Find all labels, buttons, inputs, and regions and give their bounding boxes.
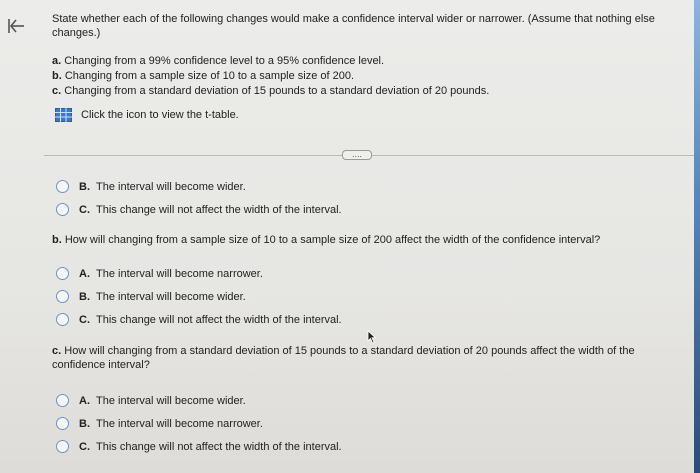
radio-button[interactable]	[56, 440, 69, 453]
part-b: b. Changing from a sample size of 10 to a sample size of 200.	[52, 70, 355, 82]
window-edge	[694, 0, 700, 473]
divider	[44, 155, 700, 156]
radio-button[interactable]	[56, 180, 69, 193]
problem-intro: State whether each of the following changes would make a confidence interval wider or narrower. (Assume that nothing else changes.)	[52, 13, 655, 39]
option-b-A[interactable]: A. The interval will become narrower.	[56, 267, 263, 280]
radio-button[interactable]	[56, 394, 69, 407]
option-a-B[interactable]: B. The interval will become wider.	[56, 180, 246, 193]
radio-button[interactable]	[56, 313, 69, 326]
ttable-link-text[interactable]: Click the icon to view the t-table.	[81, 109, 239, 121]
part-c: c. Changing from a standard deviation of 15 pounds to a standard deviation of 20 pounds.	[52, 85, 490, 97]
option-a-C[interactable]: C. This change will not affect the width of the interval.	[56, 203, 342, 216]
table-icon[interactable]	[55, 108, 72, 122]
radio-button[interactable]	[56, 267, 69, 280]
option-c-C[interactable]: C. This change will not affect the width of the interval.	[56, 440, 342, 453]
parts-list	[52, 54, 489, 99]
option-b-B[interactable]: B. The interval will become wider.	[56, 290, 246, 303]
back-arrow-icon[interactable]	[6, 16, 26, 36]
option-c-A[interactable]: A. The interval will become wider.	[56, 394, 246, 407]
question-c: c. How will changing from a standard deviation of 15 pounds to a standard deviation of 20 pounds affect the width of the confidence interval?	[52, 345, 635, 371]
part-a: a. Changing from a 99% confidence level to a 95% confidence level.	[52, 55, 385, 67]
radio-button[interactable]	[56, 290, 69, 303]
radio-button[interactable]	[56, 417, 69, 430]
radio-button[interactable]	[56, 203, 69, 216]
option-c-B[interactable]: B. The interval will become narrower.	[56, 417, 263, 430]
question-b: b. How will changing from a sample size of 10 to a sample size of 200 affect the width of the confidence interval?	[52, 234, 601, 246]
ttable-link[interactable]	[55, 108, 239, 122]
more-button[interactable]: ....	[342, 150, 372, 160]
option-b-C[interactable]: C. This change will not affect the width of the interval.	[56, 313, 342, 326]
